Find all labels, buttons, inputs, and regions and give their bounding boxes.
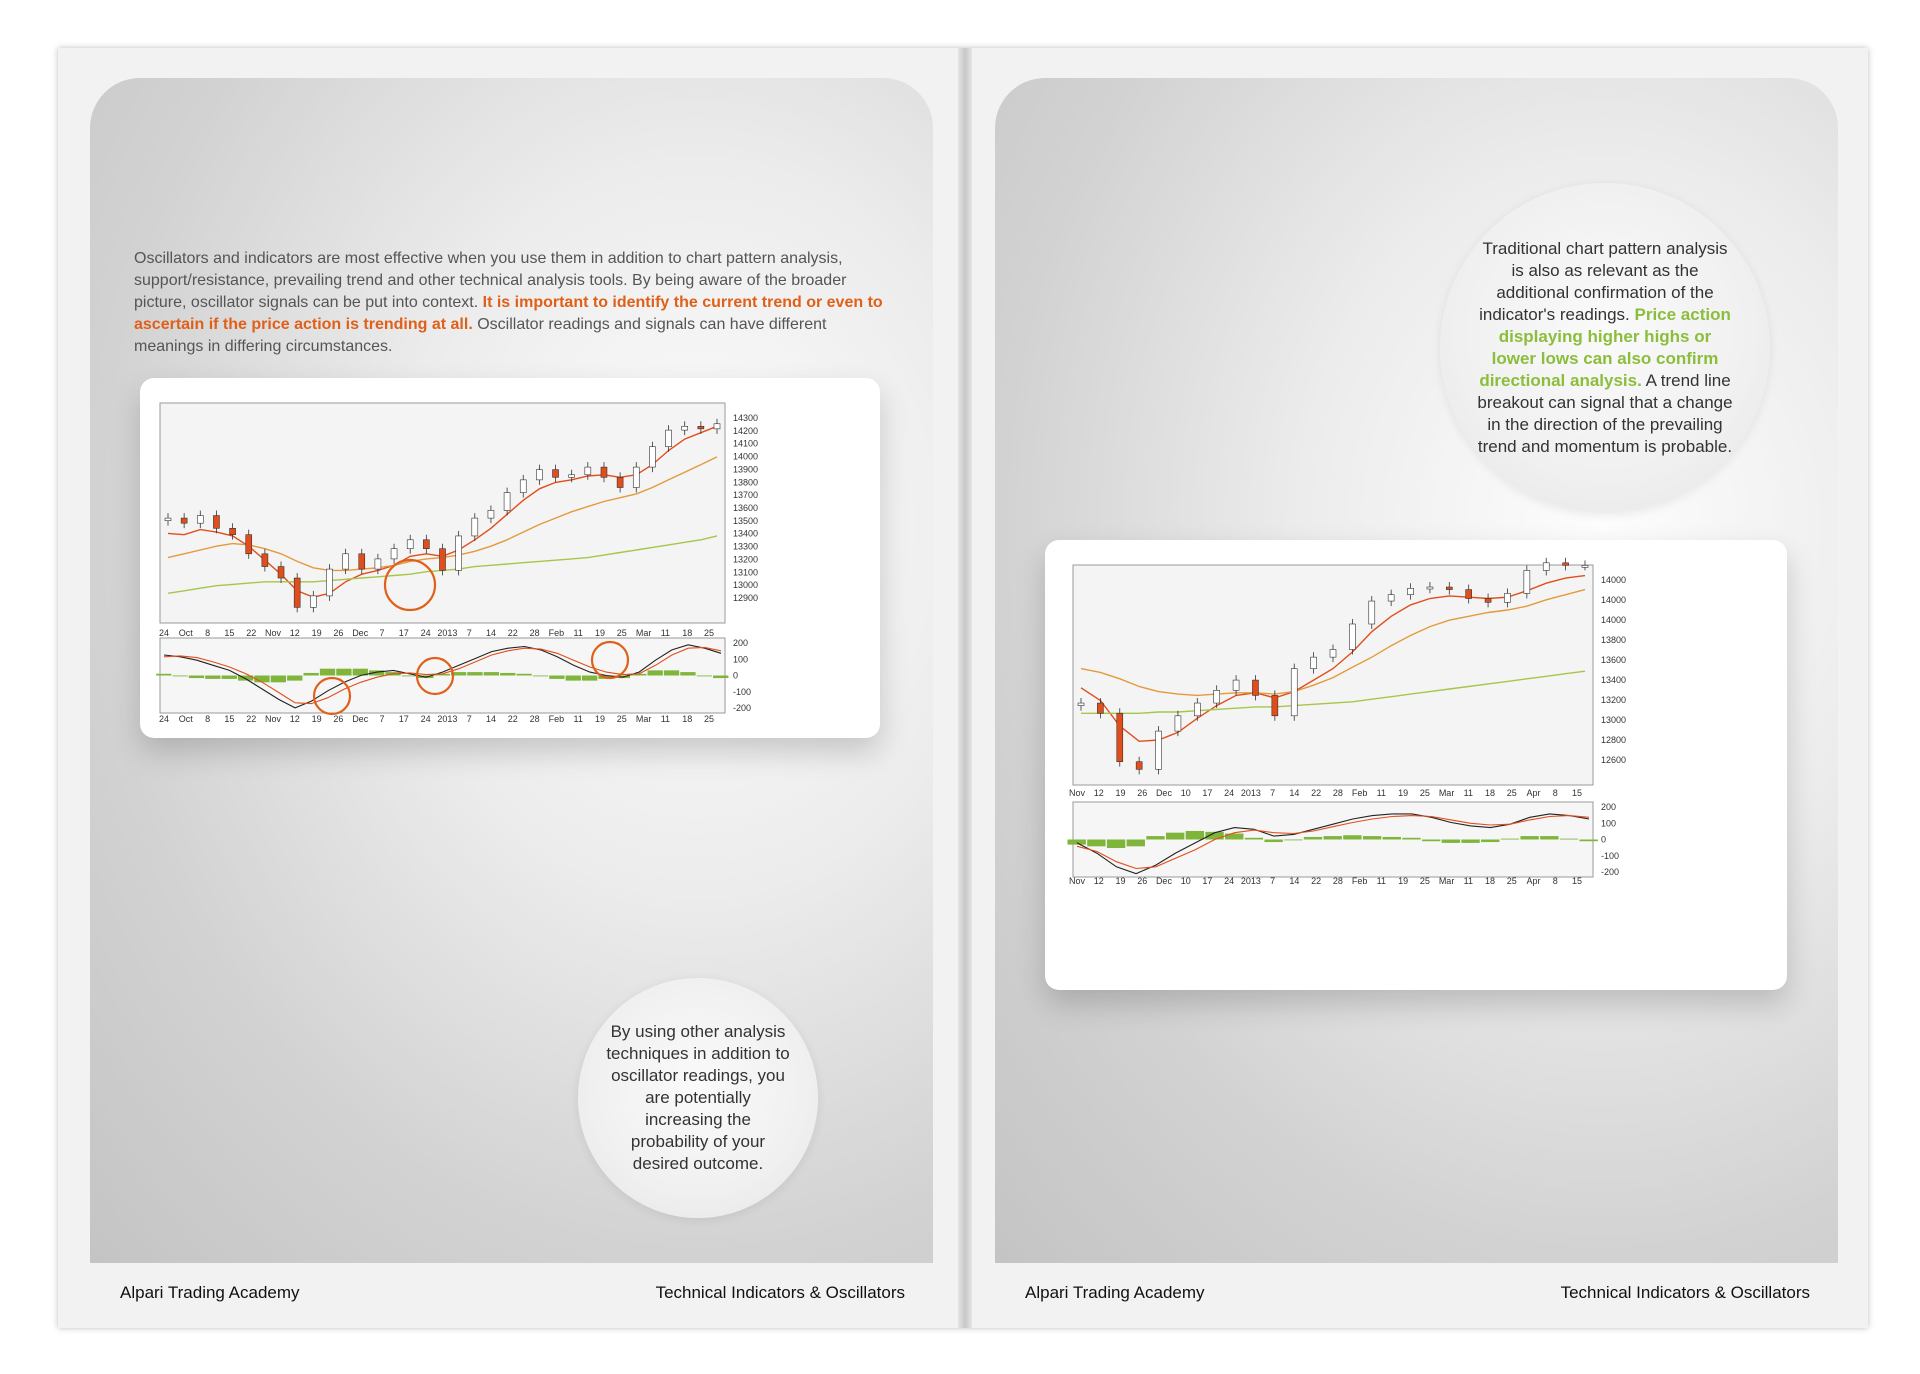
x-tick-label: 26	[1137, 788, 1148, 798]
x-tick-label: Mar	[1438, 788, 1455, 798]
price-tick-label: 12600	[1601, 755, 1627, 765]
intro-highlight: It is important to identify the current trend or even to ascertain if the price action is trending at all.	[134, 294, 883, 333]
candle-body	[1097, 703, 1103, 713]
osc-x-tick-label: 24	[1224, 876, 1235, 886]
bubble-right-text	[1476, 238, 1733, 458]
candle-body	[504, 493, 510, 511]
histogram-bar	[566, 676, 581, 681]
price-tick-label: 13600	[1601, 655, 1627, 665]
histogram-bar	[336, 669, 351, 676]
candle-body	[1233, 680, 1239, 690]
x-tick-label: Dec	[352, 628, 369, 638]
x-tick-label: 11	[1376, 788, 1387, 798]
intro-text-2: Oscillator readings and signals can have different meanings in differing circumstances.	[134, 316, 827, 355]
osc-tick-label: -200	[1601, 867, 1620, 877]
x-tick-label: Nov	[264, 628, 282, 638]
x-tick-label: 22	[246, 628, 257, 638]
x-tick-label: Nov	[1068, 788, 1086, 798]
footer-right-brand: Alpari Trading Academy	[1025, 1283, 1205, 1302]
bubble-left-text: By using other analysis techniques in addition to oscillator readings, you are potentially increasing the probability of your desired outcome.	[606, 1022, 790, 1173]
price-plot-area	[160, 403, 725, 623]
histogram-bar	[1284, 840, 1302, 841]
osc-x-tick-label: 11	[573, 714, 583, 724]
histogram-bar	[680, 672, 695, 675]
candle-body	[1524, 570, 1530, 593]
histogram-bar	[582, 676, 597, 681]
osc-x-tick-label: 15	[1571, 876, 1583, 886]
intro-paragraph	[134, 248, 894, 358]
osc-tick-label: 200	[733, 638, 749, 648]
x-tick-label: 24	[420, 628, 431, 638]
x-tick-label: 24	[158, 628, 170, 638]
candle-body	[246, 535, 252, 554]
candle-body	[682, 426, 688, 430]
price-tick-label: 14000	[1601, 595, 1627, 605]
x-tick-label: 2013	[1240, 788, 1261, 798]
candle-body	[585, 467, 591, 475]
histogram-bar	[189, 676, 204, 679]
candle-body	[666, 430, 672, 447]
candle-body	[1504, 593, 1510, 602]
osc-x-tick-label: Oct	[178, 714, 193, 724]
candle-body	[1291, 669, 1297, 716]
osc-x-tick-label: 24	[420, 714, 431, 724]
x-tick-label: 18	[682, 628, 693, 638]
right-panel	[995, 78, 1838, 1263]
x-tick-label: 25	[703, 628, 715, 638]
candle-body	[407, 540, 413, 549]
price-tick-label: 13700	[733, 490, 759, 501]
footer-left-title: Technical Indicators & Oscillators	[655, 1283, 905, 1302]
histogram-bar	[1520, 836, 1538, 839]
footer-left-brand: Alpari Trading Academy	[120, 1283, 300, 1302]
price-chart-left	[140, 378, 880, 738]
osc-x-tick-label: Dec	[352, 714, 369, 724]
osc-x-tick-label: 8	[1552, 876, 1558, 886]
histogram-bar	[1186, 831, 1204, 840]
candle-body	[1311, 657, 1317, 668]
x-tick-label: 8	[1552, 788, 1558, 798]
x-tick-label: 18	[1485, 788, 1496, 798]
histogram-bar	[648, 670, 663, 675]
candle-body	[375, 559, 381, 569]
chart-frame-right	[1045, 540, 1787, 990]
osc-x-tick-label: 25	[616, 714, 627, 724]
candle-body	[714, 424, 720, 429]
osc-x-tick-label: Mar	[1438, 876, 1455, 886]
price-tick-label: 14000	[733, 451, 759, 462]
candle-body	[1349, 624, 1355, 650]
osc-x-tick-label: 2013	[1240, 876, 1261, 886]
candle-body	[1408, 588, 1414, 594]
histogram-bar	[697, 676, 712, 677]
price-tick-label: 13500	[733, 515, 759, 526]
osc-x-tick-label: 12	[1093, 876, 1104, 886]
x-tick-label: 19	[1115, 788, 1126, 798]
osc-x-tick-label: 25	[1419, 876, 1430, 886]
candle-body	[601, 467, 607, 477]
price-tick-label: 14200	[733, 425, 759, 436]
osc-x-tick-label: Feb	[548, 714, 565, 724]
histogram-bar	[1343, 835, 1361, 839]
osc-x-tick-label: 25	[1506, 876, 1517, 886]
x-tick-label: 22	[507, 628, 518, 638]
osc-x-tick-label: 24	[158, 714, 170, 724]
price-tick-label: 13400	[1601, 675, 1627, 685]
histogram-bar	[205, 676, 220, 679]
osc-x-tick-label: 14	[1289, 876, 1300, 886]
price-tick-label: 14000	[1601, 615, 1627, 625]
histogram-bar	[1540, 836, 1558, 839]
candle-body	[230, 528, 236, 534]
osc-x-tick-label: 17	[1202, 876, 1213, 886]
price-tick-label: 14100	[733, 438, 759, 449]
bubble-right	[1440, 183, 1770, 513]
candle-body	[326, 569, 332, 596]
candle-body	[1369, 601, 1375, 624]
x-tick-label: 12	[289, 628, 300, 638]
candle-body	[1543, 563, 1549, 571]
price-tick-label: 13200	[733, 554, 759, 565]
osc-tick-label: 0	[733, 670, 739, 681]
price-tick-label: 13000	[1601, 715, 1627, 725]
candle-body	[617, 477, 623, 487]
candle-body	[197, 516, 203, 524]
histogram-bar	[1402, 838, 1420, 840]
osc-x-tick-label: 25	[703, 714, 715, 724]
histogram-bar	[1087, 840, 1105, 847]
x-tick-label: 7	[466, 628, 472, 638]
candle-body	[472, 518, 478, 536]
price-tick-label: 13800	[1601, 635, 1627, 645]
histogram-bar	[271, 676, 286, 683]
histogram-bar	[1068, 840, 1086, 845]
candle-body	[440, 549, 446, 571]
x-tick-label: Mar	[635, 628, 652, 638]
x-tick-label: 11	[660, 628, 671, 638]
x-tick-label: 24	[1224, 788, 1235, 798]
x-tick-label: 11	[573, 628, 583, 638]
candle-body	[553, 470, 559, 478]
candle-body	[1175, 716, 1181, 731]
osc-x-tick-label: Dec	[1155, 876, 1172, 886]
x-tick-label: 25	[1419, 788, 1430, 798]
histogram-bar	[1264, 840, 1282, 843]
price-tick-label: 13400	[733, 528, 759, 539]
candle-body	[423, 540, 429, 549]
histogram-bar	[303, 673, 318, 676]
x-tick-label: Feb	[1351, 788, 1368, 798]
histogram-bar	[1560, 839, 1578, 840]
left-panel	[90, 78, 933, 1263]
candle-body	[1582, 565, 1588, 567]
brochure-spread	[58, 48, 1868, 1328]
price-tick-label: 14300	[733, 413, 759, 423]
candle-body	[294, 578, 300, 607]
candle-body	[391, 549, 397, 559]
osc-x-tick-label: 28	[529, 714, 540, 724]
x-tick-label: 28	[1332, 788, 1343, 798]
candle-body	[343, 554, 349, 569]
x-tick-label: 8	[205, 628, 211, 638]
candle-body	[181, 518, 187, 523]
histogram-bar	[156, 674, 171, 676]
x-tick-label: 17	[398, 628, 409, 638]
candle-body	[1485, 599, 1491, 603]
intro-text-1: Oscillators and indicators are most effective when you use them in addition to chart pattern analysis, support/resistance, prevailing trend and other technical analysis tools. By being aware of the broader picture, oscillator signals can be put into context.	[134, 250, 847, 311]
price-tick-label: 13900	[733, 464, 759, 475]
x-tick-label: 11	[1463, 788, 1473, 798]
histogram-bar	[1461, 840, 1479, 843]
histogram-bar	[533, 676, 548, 677]
osc-tick-label: 100	[1601, 818, 1617, 829]
histogram-bar	[1501, 839, 1519, 840]
candle-body	[1388, 595, 1394, 601]
x-tick-label: 10	[1180, 788, 1191, 798]
osc-x-tick-label: 8	[205, 714, 211, 724]
osc-x-tick-label: 7	[1270, 876, 1276, 886]
histogram-bar	[1146, 836, 1164, 839]
candle-body	[359, 554, 365, 569]
bubble-left	[578, 978, 818, 1218]
histogram-bar	[467, 672, 482, 675]
histogram-bar	[549, 676, 564, 679]
candle-body	[1117, 713, 1123, 761]
osc-x-tick-label: 18	[682, 714, 693, 724]
osc-tick-label: 200	[1601, 802, 1617, 812]
osc-x-tick-label: 17	[398, 714, 409, 724]
price-tick-label: 13600	[733, 503, 759, 513]
osc-x-tick-label: 22	[507, 714, 518, 724]
osc-tick-label: -100	[1601, 850, 1620, 861]
osc-x-tick-label: Apr	[1526, 876, 1541, 886]
osc-x-tick-label: 18	[1485, 876, 1496, 886]
bubble-right-highlight: Price action displaying higher highs or lower lows can also confirm directional analysis.	[1479, 305, 1731, 390]
candle-body	[1563, 563, 1569, 566]
x-tick-label: 19	[594, 628, 606, 638]
histogram-bar	[664, 670, 679, 675]
x-tick-label: 26	[333, 628, 344, 638]
osc-tick-label: 0	[1601, 834, 1607, 845]
x-tick-label: 7	[379, 628, 385, 638]
candle-body	[1427, 587, 1433, 589]
histogram-bar	[516, 674, 531, 676]
price-tick-label: 13800	[733, 477, 759, 488]
osc-x-tick-label: 14	[485, 714, 497, 724]
price-tick-label: 13200	[1601, 695, 1627, 705]
price-tick-label: 13300	[733, 541, 759, 552]
x-tick-label: 19	[311, 628, 322, 638]
candle-body	[1078, 703, 1084, 706]
x-tick-label: Oct	[178, 628, 193, 638]
candle-body	[262, 554, 268, 567]
candle-body	[165, 518, 171, 521]
x-tick-label: 25	[616, 628, 627, 638]
osc-tick-label: 100	[733, 654, 749, 665]
x-tick-label: 17	[1202, 788, 1213, 798]
bubble-right-text-2: A trend line breakout can signal that a change in the direction of the prevailing trend and momentum is probable.	[1477, 371, 1733, 456]
histogram-bar	[500, 673, 515, 676]
x-tick-label: 14	[1289, 788, 1300, 798]
left-page	[58, 48, 963, 1328]
osc-x-tick-label: 2013	[437, 714, 458, 724]
histogram-bar	[1580, 840, 1598, 842]
osc-x-tick-label: Feb	[1351, 876, 1368, 886]
candle-body	[536, 470, 542, 480]
histogram-bar	[287, 676, 302, 681]
osc-x-tick-label: 11	[1376, 876, 1387, 886]
candle-body	[520, 480, 526, 493]
bubble-right-text-1: Traditional chart pattern analysis is also as relevant as the additional confirmation of the indicator's readings.	[1479, 239, 1728, 324]
osc-x-tick-label: 19	[594, 714, 606, 724]
candle-body	[1272, 695, 1278, 715]
candle-body	[1252, 680, 1258, 695]
x-tick-label: 28	[529, 628, 540, 638]
x-tick-label: 15	[224, 628, 235, 638]
histogram-bar	[1304, 837, 1322, 840]
x-tick-label: 14	[485, 628, 497, 638]
osc-x-tick-label: 28	[1332, 876, 1343, 886]
price-tick-label: 13000	[733, 580, 759, 591]
histogram-bar	[320, 669, 335, 676]
osc-x-tick-label: 26	[333, 714, 344, 724]
candle-body	[1136, 762, 1142, 770]
candle-body	[1466, 590, 1472, 599]
footer-right-title: Technical Indicators & Oscillators	[1560, 1283, 1810, 1302]
candle-body	[1194, 703, 1200, 716]
osc-x-tick-label: 7	[466, 714, 472, 724]
x-tick-label: 22	[1311, 788, 1322, 798]
right-page	[963, 48, 1868, 1328]
x-tick-label: Apr	[1526, 788, 1541, 798]
histogram-bar	[1383, 837, 1401, 840]
histogram-bar	[1442, 840, 1460, 843]
x-tick-label: Feb	[548, 628, 565, 638]
candle-body	[1330, 650, 1336, 658]
price-plot-area	[1073, 565, 1593, 785]
candle-body	[1156, 731, 1162, 769]
osc-x-tick-label: 26	[1137, 876, 1148, 886]
x-tick-label: 15	[1571, 788, 1583, 798]
histogram-bar	[172, 676, 187, 677]
histogram-bar	[1166, 833, 1184, 840]
price-tick-label: 14000	[1601, 575, 1627, 585]
candle-body	[213, 516, 219, 529]
osc-x-tick-label: 22	[246, 714, 257, 724]
osc-x-tick-label: Mar	[635, 714, 652, 724]
histogram-bar	[713, 676, 728, 679]
histogram-bar	[1481, 840, 1499, 843]
candle-body	[698, 426, 704, 429]
histogram-bar	[1422, 840, 1440, 842]
candle-body	[649, 447, 655, 467]
x-tick-label: 12	[1093, 788, 1104, 798]
candle-body	[1214, 690, 1220, 703]
candle-body	[1446, 587, 1452, 590]
x-tick-label: 7	[1270, 788, 1276, 798]
candle-body	[310, 596, 316, 607]
histogram-bar	[1127, 840, 1145, 847]
histogram-bar	[1363, 836, 1381, 839]
osc-x-tick-label: Nov	[264, 714, 282, 724]
candle-body	[278, 567, 284, 578]
price-chart-right	[1045, 540, 1787, 990]
price-tick-label: 12800	[1601, 735, 1627, 745]
x-tick-label: 2013	[437, 628, 458, 638]
osc-x-tick-label: 22	[1311, 876, 1322, 886]
osc-tick-label: -200	[733, 703, 752, 713]
osc-tick-label: -100	[733, 686, 752, 697]
candle-body	[488, 510, 494, 518]
candle-body	[456, 536, 462, 570]
histogram-bar	[402, 676, 417, 677]
chart-frame-left	[140, 378, 880, 738]
candle-body	[633, 467, 639, 487]
osc-x-tick-label: Nov	[1068, 876, 1086, 886]
histogram-bar	[222, 676, 237, 679]
osc-x-tick-label: 19	[1398, 876, 1409, 886]
osc-x-tick-label: 19	[311, 714, 322, 724]
x-tick-label: 19	[1398, 788, 1409, 798]
candle-body	[569, 475, 575, 478]
osc-x-tick-label: 19	[1115, 876, 1126, 886]
osc-x-tick-label: 11	[1463, 876, 1473, 886]
x-tick-label: Dec	[1155, 788, 1172, 798]
histogram-bar	[1107, 840, 1125, 849]
x-tick-label: 25	[1506, 788, 1517, 798]
price-tick-label: 12900	[733, 593, 759, 603]
osc-x-tick-label: 7	[379, 714, 385, 724]
histogram-bar	[1324, 836, 1342, 839]
osc-x-tick-label: 15	[224, 714, 235, 724]
histogram-bar	[484, 672, 499, 675]
osc-x-tick-label: 10	[1180, 876, 1191, 886]
histogram-bar	[1245, 838, 1263, 840]
osc-x-tick-label: 11	[660, 714, 671, 724]
osc-x-tick-label: 12	[289, 714, 300, 724]
price-tick-label: 13100	[733, 567, 759, 578]
